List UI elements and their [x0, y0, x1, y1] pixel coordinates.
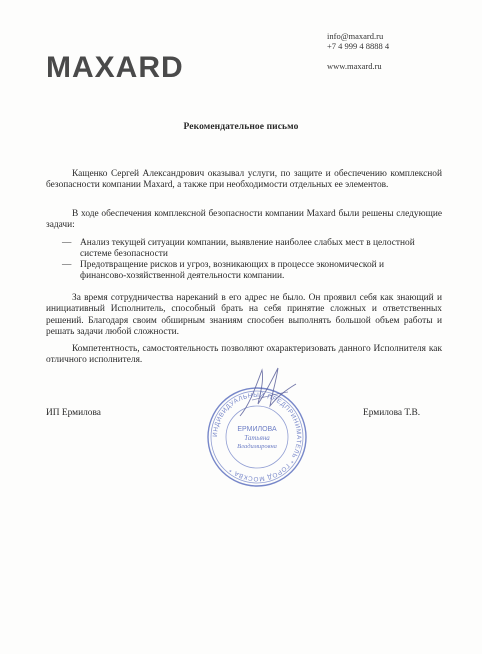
signature-right: Ермилова Т.В.	[363, 408, 421, 418]
paragraph-2-text: В ходе обеспечения комплексной безопасности компании Maxard были решены следующие задачи:	[46, 209, 442, 231]
contact-phone: +7 4 999 4 8888 4	[327, 41, 390, 51]
logo-text: MAXARD	[46, 51, 184, 84]
paragraph-1	[46, 169, 442, 192]
maxard-logo	[46, 50, 206, 84]
contact-block	[327, 31, 389, 71]
stamp-ring-text: ИНДИВИДУАЛЬНЫЙ ПРЕДПРИНИМАТЕЛЬ * ГОРОД МОСКВА *	[211, 391, 303, 483]
task-list-item-2	[62, 260, 432, 283]
letter-title: Рекомендательное письмо	[183, 122, 299, 132]
list-item-text: Анализ текущей ситуации компании, выявление наиболее слабых мест в целостной системе безопасности	[80, 238, 415, 260]
task-list-item-1	[62, 238, 432, 261]
list-dash: —	[62, 260, 72, 270]
stamp-line-2: Татьяна	[244, 434, 270, 442]
list-dash: —	[62, 238, 72, 248]
stamp-line-1: ЕРМИЛОВА	[237, 426, 277, 433]
paragraph-1-text: Кащенко Сергей Александрович оказывал услуги, по защите и обеспечению комплексной безопасности компании Maxard, а также при необходимости отдельных ее элементов.	[46, 169, 442, 191]
paragraph-3	[46, 293, 442, 338]
stamp-line-3: Владимировна	[237, 443, 277, 450]
signature-left: ИП Ермилова	[46, 408, 101, 418]
contact-website: www.maxard.ru	[327, 61, 382, 71]
handwritten-signature	[232, 364, 302, 424]
contact-email: info@maxard.ru	[327, 31, 384, 41]
paragraph-2	[46, 209, 442, 232]
paragraph-4-text: Компетентность, самостоятельность позволяют охарактеризовать данного Исполнителя как отличного исполнителя.	[46, 344, 442, 366]
paragraph-3-text: За время сотрудничества нареканий в его адрес не было. Он проявил себя как знающий и инициативный Исполнитель, способный брать на себя принятие сложных и ответственных решений. Благодаря своим обширным знаниям способен выполнять большой объем работы и решать задачи любой сложности.	[46, 293, 442, 337]
list-item-text: Предотвращение рисков и угроз, возникающих в процессе экономической и финансово-хозяйственной деятельности компании.	[80, 260, 385, 282]
